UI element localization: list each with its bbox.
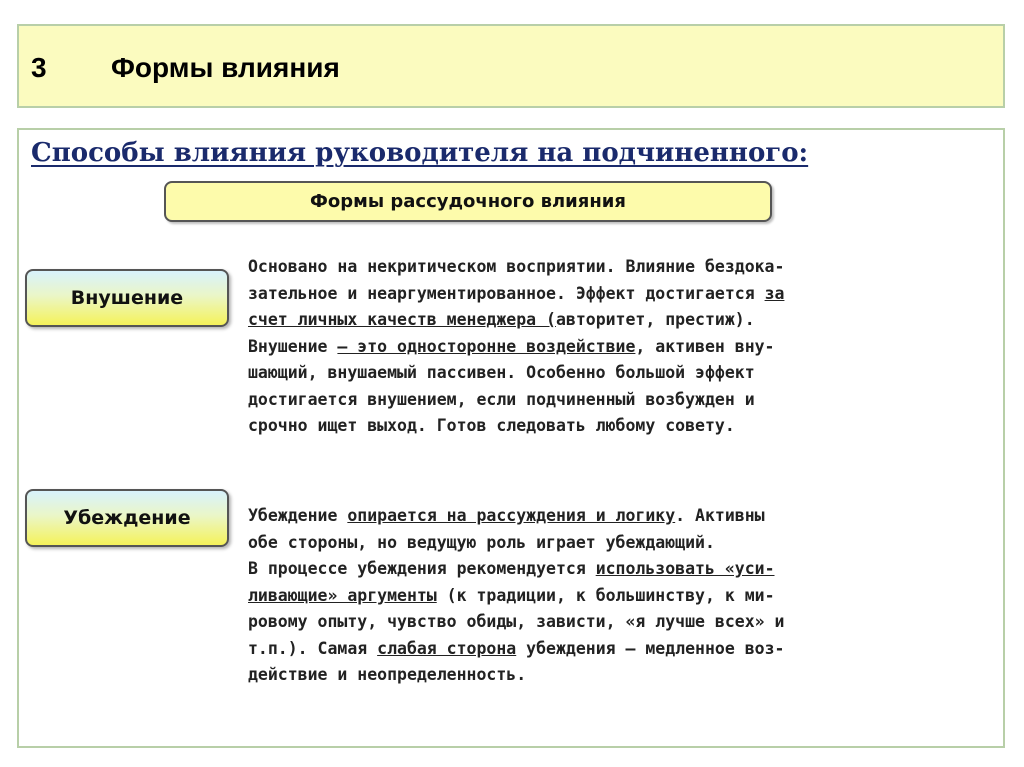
text-line xyxy=(248,254,1008,281)
title-banner xyxy=(17,24,1005,108)
forms-label-box xyxy=(164,181,772,222)
text-line xyxy=(248,583,1008,610)
underlined-phrase: слабая сторона xyxy=(377,638,517,658)
subtitle: Способы влияния руководителя на подчиненного: xyxy=(31,138,809,168)
text-line xyxy=(248,530,1008,557)
text-segment: В процессе убеждения рекомендуется xyxy=(248,559,596,578)
text-segment: , активен вну- xyxy=(635,336,775,356)
text-segment: убеждения – медленное воз- xyxy=(516,638,785,658)
text-segment: авторитет, престиж). xyxy=(555,310,755,329)
text-line xyxy=(248,281,1008,308)
text-line xyxy=(248,360,1008,387)
suggestion-description xyxy=(248,254,1008,440)
text-line xyxy=(248,609,1008,636)
text-line xyxy=(248,662,1008,689)
persuasion-label: Убеждение xyxy=(63,507,191,529)
text-line xyxy=(248,387,1008,414)
text-line xyxy=(248,334,1008,361)
underlined-phrase: счет личных качеств менеджера ( xyxy=(248,310,556,329)
text-segment: достигается внушением, если подчиненный возбужден и xyxy=(248,389,755,409)
forms-label: Формы рассудочного влияния xyxy=(310,191,626,212)
section-number: 3 xyxy=(31,52,47,83)
text-segment: т.п.). Самая xyxy=(248,638,378,658)
text-segment: (к традиции, к большинству, к ми- xyxy=(436,585,775,605)
suggestion-label-box xyxy=(25,269,229,327)
underlined-phrase: – это одностороннe воздействие xyxy=(337,336,636,356)
text-segment: обе стороны, но ведущую роль играет убеждающий. xyxy=(248,532,715,552)
text-segment: Внушение xyxy=(248,336,338,356)
text-line xyxy=(248,413,1008,440)
text-line xyxy=(248,307,1008,334)
underlined-phrase: за xyxy=(764,283,785,303)
text-segment: действие и неопределенность. xyxy=(248,665,527,684)
text-line xyxy=(248,556,1008,583)
text-segment: Убеждение xyxy=(248,506,348,525)
text-segment: шающий, внушаемый пассивен. Особенно большой эффект xyxy=(248,363,755,382)
text-segment: срочно ищет выход. Готов следовать любому совету. xyxy=(248,416,735,435)
suggestion-label: Внушение xyxy=(70,287,184,309)
persuasion-label-box xyxy=(25,489,229,547)
text-segment: . Активны xyxy=(675,506,765,525)
underlined-phrase: использовать «уси- xyxy=(595,559,775,578)
text-segment: зательное и неаргументированное. Эффект достигается xyxy=(248,283,765,303)
text-line xyxy=(248,503,1008,530)
underlined-phrase: ливающие» аргументы xyxy=(248,585,437,605)
text-segment: ровому опыту, чувство обиды, зависти, «я лучше всех» и xyxy=(248,612,785,631)
text-segment: Основано на некритическом восприятии. Влияние бездока- xyxy=(248,257,785,276)
persuasion-description xyxy=(248,503,1008,689)
underlined-phrase: опирается на рассуждения и логику xyxy=(347,506,676,525)
text-line xyxy=(248,636,1008,663)
page-title: Формы влияния xyxy=(111,52,340,83)
